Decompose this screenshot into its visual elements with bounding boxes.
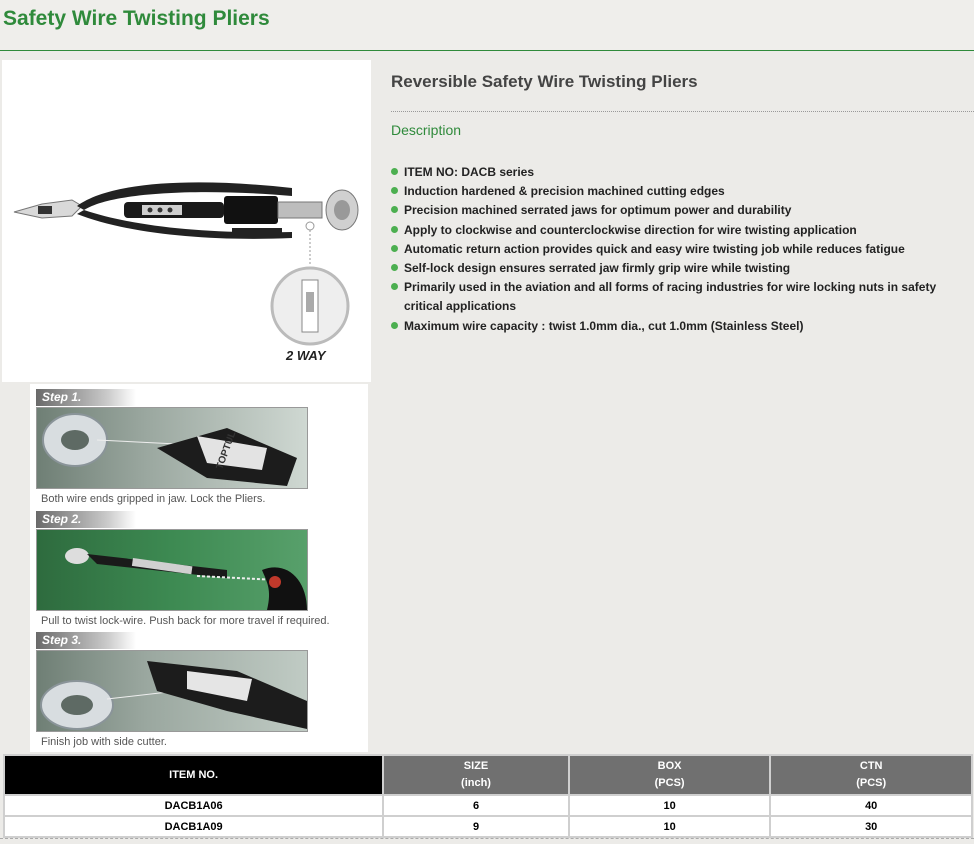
pliers-illustration: [2, 60, 371, 382]
bullet-icon: [391, 264, 398, 271]
feature-item: Apply to clockwise and counterclockwise direction for wire twisting application: [391, 221, 971, 240]
feature-item: Induction hardened & precision machined cutting edges: [391, 182, 971, 201]
table-header-row: [4, 755, 972, 795]
cell-ctn: 30: [770, 816, 972, 837]
feature-list: [391, 163, 971, 336]
bullet-icon: [391, 187, 398, 194]
bullet-icon: [391, 206, 398, 213]
product-image: [2, 60, 371, 382]
header-ctn: CTN (PCS): [770, 755, 972, 795]
feature-item: Maximum wire capacity : twist 1.0mm dia., cut 1.0mm (Stainless Steel): [391, 317, 971, 336]
bottom-divider: [0, 838, 974, 839]
step-badge: Step 3.: [36, 632, 136, 649]
header-size: SIZE (inch): [383, 755, 569, 795]
title-bar: [0, 0, 974, 51]
bullet-icon: [391, 168, 398, 175]
description-heading: Description: [391, 122, 462, 138]
cell-box: 10: [569, 816, 771, 837]
page-title: Safety Wire Twisting Pliers: [3, 7, 270, 30]
feature-item: Precision machined serrated jaws for optimum power and durability: [391, 201, 971, 220]
header-box: BOX (PCS): [569, 755, 771, 795]
step-2-photo: [36, 529, 308, 611]
feature-item: ITEM NO: DACB series: [391, 163, 971, 182]
bullet-icon: [391, 245, 398, 252]
step-1-photo: [36, 407, 308, 489]
table-row: [4, 816, 972, 837]
cell-size: 6: [383, 795, 569, 816]
bullet-icon: [391, 283, 398, 290]
step-3-photo: [36, 650, 308, 732]
feature-item: Self-lock design ensures serrated jaw firmly grip wire while twisting: [391, 259, 971, 278]
cell-ctn: 40: [770, 795, 972, 816]
step-caption: Finish job with side cutter.: [41, 736, 167, 748]
spec-table: [3, 754, 973, 838]
steps-panel: [30, 384, 368, 752]
two-way-label: 2 WAY: [286, 348, 326, 363]
cell-item-no: DACB1A09: [4, 816, 383, 837]
step-caption: Pull to twist lock-wire. Push back for more travel if required.: [41, 615, 330, 627]
product-subtitle: Reversible Safety Wire Twisting Pliers: [391, 72, 698, 91]
feature-item: Automatic return action provides quick and easy wire twisting job while reduces fatigue: [391, 240, 971, 259]
cell-item-no: DACB1A06: [4, 795, 383, 816]
feature-item: Primarily used in the aviation and all forms of racing industries for wire locking nuts in safety critical applications: [391, 278, 971, 316]
bullet-icon: [391, 226, 398, 233]
brand-text: TOPTUL: [214, 429, 239, 472]
cell-box: 10: [569, 795, 771, 816]
bullet-icon: [391, 322, 398, 329]
step-caption: Both wire ends gripped in jaw. Lock the Pliers.: [41, 493, 266, 505]
header-item-no: ITEM NO.: [4, 755, 383, 795]
cell-size: 9: [383, 816, 569, 837]
step-badge: Step 1.: [36, 389, 136, 406]
dotted-divider: [391, 111, 974, 112]
table-row: [4, 795, 972, 816]
step-badge: Step 2.: [36, 511, 136, 528]
